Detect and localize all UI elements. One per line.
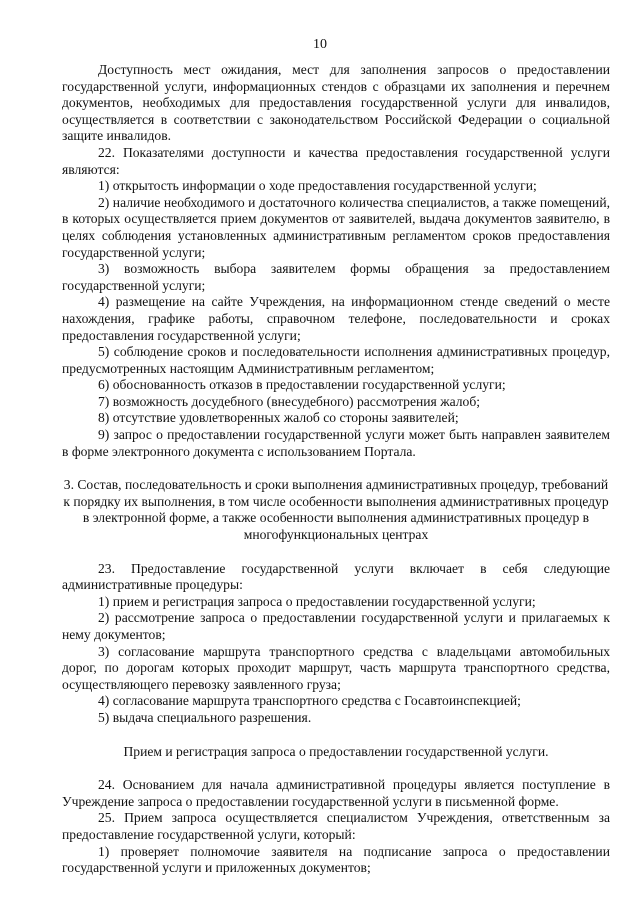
page-number: 10 — [313, 37, 327, 52]
list-item: 5) соблюдение сроков и последовательности исполнения административных процедур, предусмотренных настоящим Административным регламентом; — [62, 344, 610, 376]
spacer — [62, 760, 610, 777]
list-item: 1) прием и регистрация запроса о предоставлении государственной услуги; — [98, 593, 536, 609]
subsection-heading: Прием и регистрация запроса о предоставлении государственной услуги. — [123, 743, 549, 759]
list-item: 3) согласование маршрута транспортного средства с владельцами автомобильных дорог, по дорогам которых проходит маршрут, часть маршрута транспортного средства, осуществляющего перевозку заявленного груза; — [62, 643, 610, 692]
paragraph: 24. Основанием для начала административной процедуры является поступление в Учреждение запроса о предоставлении государственной услуги в письменной форме. — [62, 777, 610, 809]
list-item: 4) размещение на сайте Учреждения, на информационном стенде сведений о месте нахождения, графике работы, справочном телефоне, последовательности и сроках предоставления государственной услуги; — [62, 294, 610, 343]
list-item: 3) возможность выбора заявителем формы обращения за предоставлением государственной услуги; — [62, 261, 610, 293]
list-item: 5) выдача специального разрешения. — [98, 709, 312, 725]
list-item: 2) рассмотрение запроса о предоставлении государственной услуги и прилагаемых к нему документов; — [62, 610, 610, 642]
paragraph: 23. Предоставление государственной услуги включает в себя следующие административные процедуры: — [62, 560, 610, 593]
section-heading: 3. Состав, последовательность и сроки выполнения административных процедур, требований к порядку их выполнения, в том числе особенности выполнения административных процедур в электронной форме, а также особенности выполнения административных процедур в многофункциональных центрах — [63, 477, 609, 543]
list-item: 6) обоснованность отказов в предоставлении государственной услуги; — [98, 377, 506, 393]
list-item: 8) отсутствие удовлетворенных жалоб со стороны заявителей; — [98, 410, 459, 426]
spacer — [62, 544, 610, 561]
list-item: 1) открытость информации о ходе предоставления государственной услуги; — [98, 178, 537, 194]
list-item: 4) согласование маршрута транспортного средства с Госавтоинспекцией; — [98, 693, 521, 709]
spacer — [62, 460, 610, 477]
list-item: 2) наличие необходимого и достаточного количества специалистов, а также помещений, в которых осуществляется прием документов от заявителей, выдача документов заявителю, в целях соблюдения установленных административным регламентом сроков предоставления государственной услуги; — [62, 194, 610, 260]
page-content — [62, 62, 610, 877]
list-item: 9) запрос о предоставлении государственной услуги может быть направлен заявителем в форме электронного документа с использованием Портала. — [62, 427, 610, 459]
spacer — [62, 727, 610, 744]
paragraph: Доступность мест ожидания, мест для заполнения запросов о предоставлении государственной услуги, информационных стендов с образцами их заполнения и перечнем документов, необходимых для предоставления государственной услуги для инвалидов, осуществляется в соответствии с законодательством Российской Федерации о социальной защите инвалидов. — [62, 62, 610, 144]
paragraph: 22. Показателями доступности и качества предоставления государственной услуги являются: — [62, 144, 610, 177]
paragraph: 25. Прием запроса осуществляется специалистом Учреждения, ответственным за предоставление государственной услуги, который: — [62, 810, 610, 842]
list-item: 1) проверяет полномочие заявителя на подписание запроса о предоставлении государственной услуги и приложенных документов; — [62, 843, 610, 876]
list-item: 7) возможность досудебного (внесудебного) рассмотрения жалоб; — [98, 393, 481, 409]
